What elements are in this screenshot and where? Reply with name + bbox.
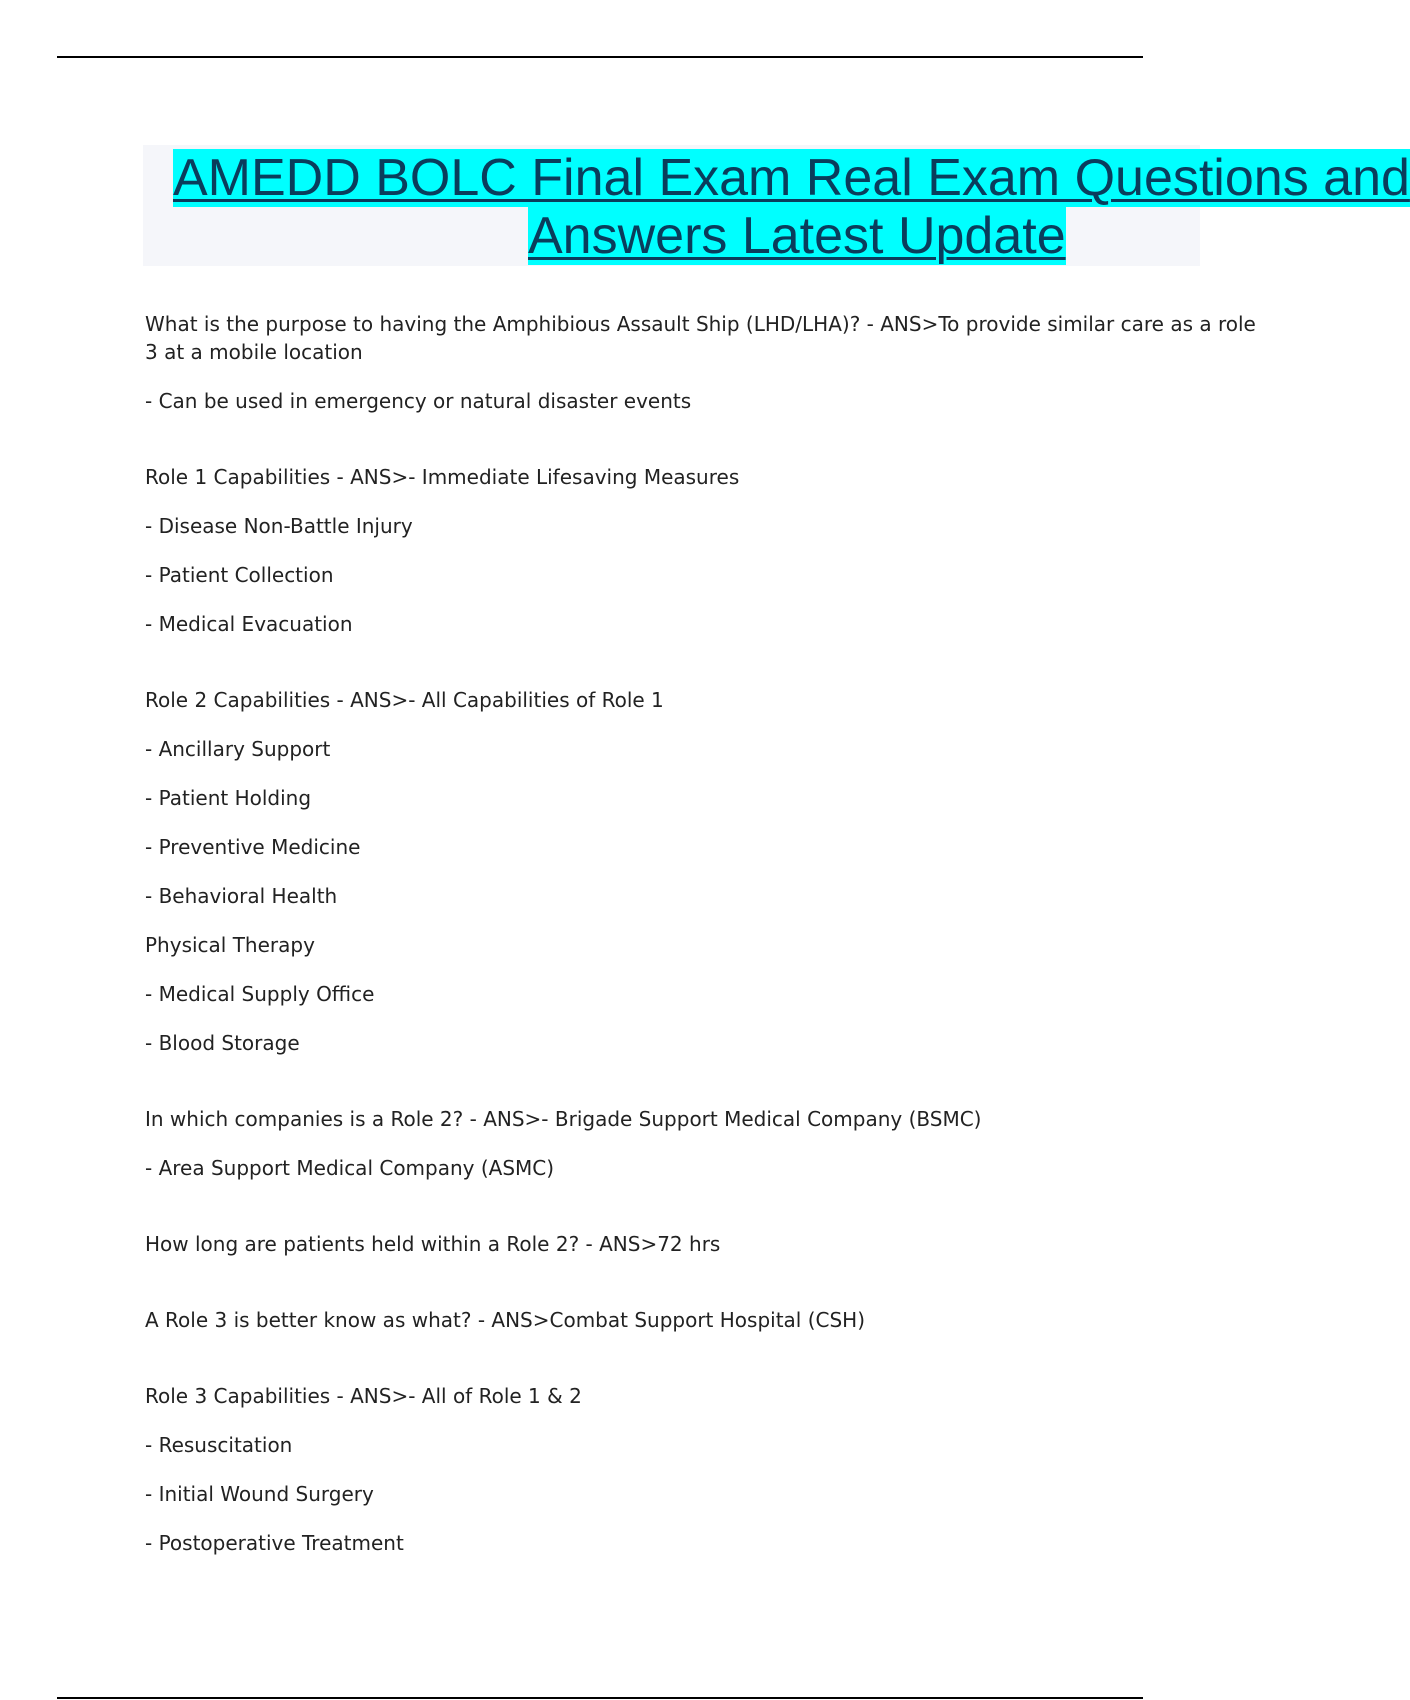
title-banner: [143, 145, 1410, 266]
question-paragraph: What is the purpose to having the Amphibious Assault Ship (LHD/LHA)? - ANS>To provide similar care as a role 3 at a mobile location: [145, 312, 1256, 364]
answer-line: - Area Support Medical Company (ASMC): [145, 1156, 555, 1180]
qa-block-role-2-holding: [145, 1230, 1200, 1258]
qa-block-amphibious-ship: [145, 310, 1256, 415]
question-paragraph: A Role 3 is better know as what? - ANS>Combat Support Hospital (CSH): [145, 1308, 866, 1332]
answer-line: - Patient Collection: [145, 563, 334, 587]
answer-line: - Blood Storage: [145, 1031, 300, 1055]
question-paragraph: In which companies is a Role 2? - ANS>- Brigade Support Medical Company (BSMC): [145, 1107, 982, 1131]
footer-rule: [57, 1697, 1143, 1699]
qa-block-role-3-capabilities: [145, 1382, 1200, 1557]
qa-block-role-2-capabilities: [145, 686, 1200, 1057]
qa-block-role-3-name: [145, 1306, 1200, 1334]
answer-line: - Postoperative Treatment: [145, 1531, 404, 1555]
question-paragraph: Role 3 Capabilities - ANS>- All of Role 1 & 2: [145, 1384, 582, 1408]
question-paragraph: Role 1 Capabilities - ANS>- Immediate Lifesaving Measures: [145, 465, 740, 489]
question-paragraph: How long are patients held within a Role 2? - ANS>72 hrs: [145, 1232, 721, 1256]
answer-line: - Patient Holding: [145, 786, 312, 810]
answer-line: - Medical Evacuation: [145, 612, 353, 636]
document-body: [145, 310, 1256, 1605]
answer-line: - Initial Wound Surgery: [145, 1482, 374, 1506]
qa-block-role-2-companies: [145, 1105, 1200, 1182]
answer-line: Physical Therapy: [145, 933, 315, 957]
qa-block-role-1-capabilities: [145, 463, 1200, 638]
question-paragraph: Role 2 Capabilities - ANS>- All Capabilities of Role 1: [145, 688, 664, 712]
answer-line: - Disease Non-Battle Injury: [145, 514, 413, 538]
answer-line: - Ancillary Support: [145, 737, 331, 761]
answer-line: - Can be used in emergency or natural disaster events: [145, 389, 692, 413]
answer-line: - Medical Supply Office: [145, 982, 375, 1006]
header-rule: [57, 56, 1143, 58]
document-title-line-1[interactable]: AMEDD BOLC Final Exam Real Exam Questions and: [173, 149, 1410, 207]
answer-line: - Behavioral Health: [145, 884, 338, 908]
document-title-line-2[interactable]: Answers Latest Update: [528, 207, 1066, 265]
answer-line: - Resuscitation: [145, 1433, 293, 1457]
answer-line: - Preventive Medicine: [145, 835, 361, 859]
